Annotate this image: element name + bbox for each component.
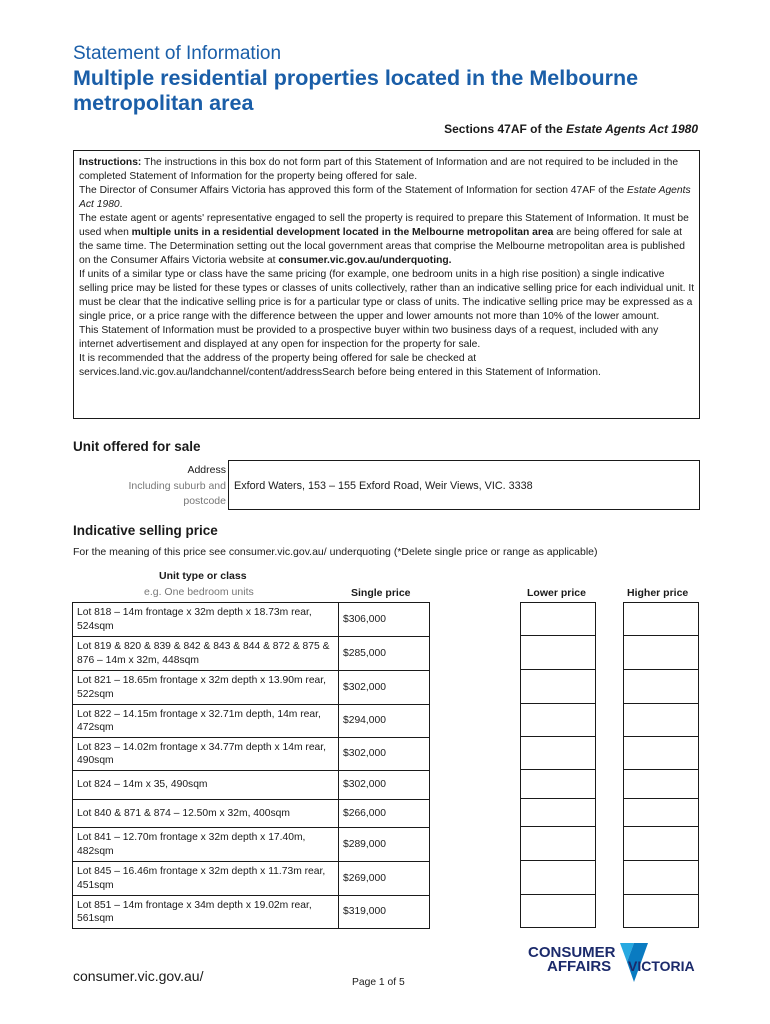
lower-price-input[interactable] — [520, 704, 596, 737]
single-price-cell[interactable]: $302,000 — [339, 771, 430, 800]
higher-price-input[interactable] — [623, 602, 699, 636]
table-row — [73, 800, 430, 828]
unit-description: Lot 819 & 820 & 839 & 842 & 843 & 844 & 872 & 875 & 876 – 14m x 32m, 448sqm — [73, 637, 339, 671]
lower-price-input[interactable] — [520, 827, 596, 861]
address-sublabel-2: postcode — [183, 495, 226, 507]
single-price-cell[interactable]: $269,000 — [339, 862, 430, 896]
col-head-lower-price: Lower price — [527, 587, 586, 599]
col-head-unit-type: Unit type or class — [159, 570, 247, 582]
instructions-box — [73, 150, 700, 419]
higher-price-input[interactable] — [623, 636, 699, 670]
single-price-cell[interactable]: $319,000 — [339, 896, 430, 929]
lower-price-input[interactable] — [520, 895, 596, 928]
footer-url[interactable]: consumer.vic.gov.au/ — [73, 968, 204, 984]
sections-reference — [444, 122, 698, 136]
single-price-cell[interactable]: $289,000 — [339, 828, 430, 862]
unit-description: Lot 840 & 871 & 874 – 12.50m x 32m, 400sqm — [73, 800, 339, 828]
address-label-group — [100, 463, 226, 510]
instructions-act-name: Estate Agents Act 1980 — [79, 185, 691, 210]
instructions-text-3b: are being offered for sale at the same time. The Determination setting out the local government areas that comprise the Melbourne metropolitan area is published on the Consumer Affairs Victoria website at — [79, 227, 685, 266]
table-row — [73, 705, 430, 738]
unit-description: Lot 845 – 16.46m frontage x 32m depth x 11.73m rear, 451sqm — [73, 862, 339, 896]
col-head-higher-price: Higher price — [627, 587, 689, 599]
instructions-text-2a: The Director of Consumer Affairs Victoria has approved this form of the Statement of Information for section 47AF of the — [79, 185, 627, 196]
single-price-cell[interactable]: $306,000 — [339, 603, 430, 637]
table-row — [73, 828, 430, 862]
higher-price-input[interactable] — [623, 799, 699, 827]
unit-description: Lot 821 – 18.65m frontage x 32m depth x 13.90m rear, 522sqm — [73, 671, 339, 705]
single-price-cell[interactable]: $302,000 — [339, 738, 430, 771]
sections-prefix: Sections 47AF of the — [444, 122, 567, 136]
address-field[interactable]: Exford Waters, 153 – 155 Exford Road, Weir Views, VIC. 3338 — [228, 460, 700, 510]
unit-description: Lot 822 – 14.15m frontage x 32.71m depth, 14m rear, 472sqm — [73, 705, 339, 738]
unit-description: Lot 841 – 12.70m frontage x 32m depth x 17.40m, 482sqm — [73, 828, 339, 862]
page-number: Page 1 of 5 — [352, 977, 405, 988]
single-price-cell[interactable]: $294,000 — [339, 705, 430, 738]
table-row — [73, 738, 430, 771]
higher-price-input[interactable] — [623, 861, 699, 895]
table-row — [73, 637, 430, 671]
document-type-label: Statement of Information — [73, 43, 282, 64]
unit-description: Lot 851 – 14m frontage x 34m depth x 19.02m rear, 561sqm — [73, 896, 339, 929]
address-sublabel-1: Including suburb and — [128, 479, 226, 492]
table-row — [73, 862, 430, 896]
lower-price-input[interactable] — [520, 602, 596, 636]
table-row — [73, 603, 430, 637]
address-label: Address — [187, 464, 226, 476]
instructions-text-3-bold: multiple units in a residential development located in the Melbourne metropolitan area — [131, 227, 554, 238]
lower-price-input[interactable] — [520, 799, 596, 827]
instructions-para-2 — [79, 184, 695, 212]
higher-price-input[interactable] — [623, 895, 699, 928]
lower-price-column — [520, 602, 596, 928]
lower-price-input[interactable] — [520, 770, 596, 799]
unit-description: Lot 818 – 14m frontage x 32m depth x 18.73m rear, 524sqm — [73, 603, 339, 637]
instructions-label: Instructions: — [79, 157, 142, 168]
instructions-para-6: It is recommended that the address of the property being offered for sale be checked at services.land.vic.gov.au/landchannel/content/addressSearch before being entered in this Statement of Information. — [79, 353, 601, 378]
unit-description: Lot 823 – 14.02m frontage x 34.77m depth x 14m rear, 490sqm — [73, 738, 339, 771]
indicative-price-note: For the meaning of this price see consumer.vic.gov.au/ underquoting (*Delete single price or range as applicable) — [73, 546, 598, 558]
unit-description: Lot 824 – 14m x 35, 490sqm — [73, 771, 339, 800]
higher-price-input[interactable] — [623, 827, 699, 861]
lower-price-input[interactable] — [520, 737, 596, 770]
instructions-para-5: This Statement of Information must be provided to a prospective buyer within two business days of a request, included with any internet advertisement and displayed at any open for inspection for the property for sale. — [79, 325, 659, 350]
higher-price-input[interactable] — [623, 770, 699, 799]
table-row — [73, 896, 430, 929]
document-title: Multiple residential properties located in the Melbourne metropolitan area — [73, 66, 639, 115]
logo-text-consumer: CONSUMER — [528, 944, 616, 961]
table-row — [73, 771, 430, 800]
single-price-cell[interactable]: $266,000 — [339, 800, 430, 828]
lower-price-input[interactable] — [520, 861, 596, 895]
single-price-cell[interactable]: $302,000 — [339, 671, 430, 705]
instructions-text-1: The instructions in this box do not form part of this Statement of Information and are not required to be included in the completed Statement of Information for the property being offered for sale. — [79, 157, 679, 182]
col-sub-unit-example: e.g. One bedroom units — [144, 586, 254, 598]
logo-text-victoria: VICTORIA — [628, 958, 695, 974]
unit-price-table — [72, 602, 430, 929]
higher-price-input[interactable] — [623, 737, 699, 770]
instructions-text-2b: . — [119, 199, 123, 210]
single-price-cell[interactable]: $285,000 — [339, 637, 430, 671]
instructions-text-3a: The estate agent or agents' representative engaged to sell the property is required to prepare this Statement of Information. It must be used when — [79, 213, 689, 238]
higher-price-input[interactable] — [623, 670, 699, 704]
instructions-para-1 — [79, 156, 695, 184]
instructions-para-4: If units of a similar type or class have the same pricing (for example, one bedroom units in a high rise position) a single indicative selling price may be listed for these types or classes of units collectively, rather than an indicative selling price for each individual unit. It must be clear that the indicative selling price is for a particular type or class of units. The indicative selling price may be expressed as a single price, or a price range with the difference between the upper and lower amounts not more than 10% of the lower amount. — [79, 269, 695, 322]
lower-price-input[interactable] — [520, 636, 596, 670]
consumer-affairs-victoria-logo — [528, 940, 703, 985]
unit-offered-heading: Unit offered for sale — [73, 439, 201, 454]
higher-price-input[interactable] — [623, 704, 699, 737]
sections-act: Estate Agents Act 1980 — [566, 122, 698, 136]
indicative-price-heading: Indicative selling price — [73, 523, 218, 538]
instructions-para-3 — [79, 212, 695, 268]
logo-text-affairs: AFFAIRS — [547, 958, 612, 975]
underquoting-link[interactable]: consumer.vic.gov.au/underquoting. — [278, 255, 452, 266]
table-row — [73, 671, 430, 705]
lower-price-input[interactable] — [520, 670, 596, 704]
col-head-single-price: Single price — [351, 587, 411, 599]
higher-price-column — [623, 602, 699, 928]
